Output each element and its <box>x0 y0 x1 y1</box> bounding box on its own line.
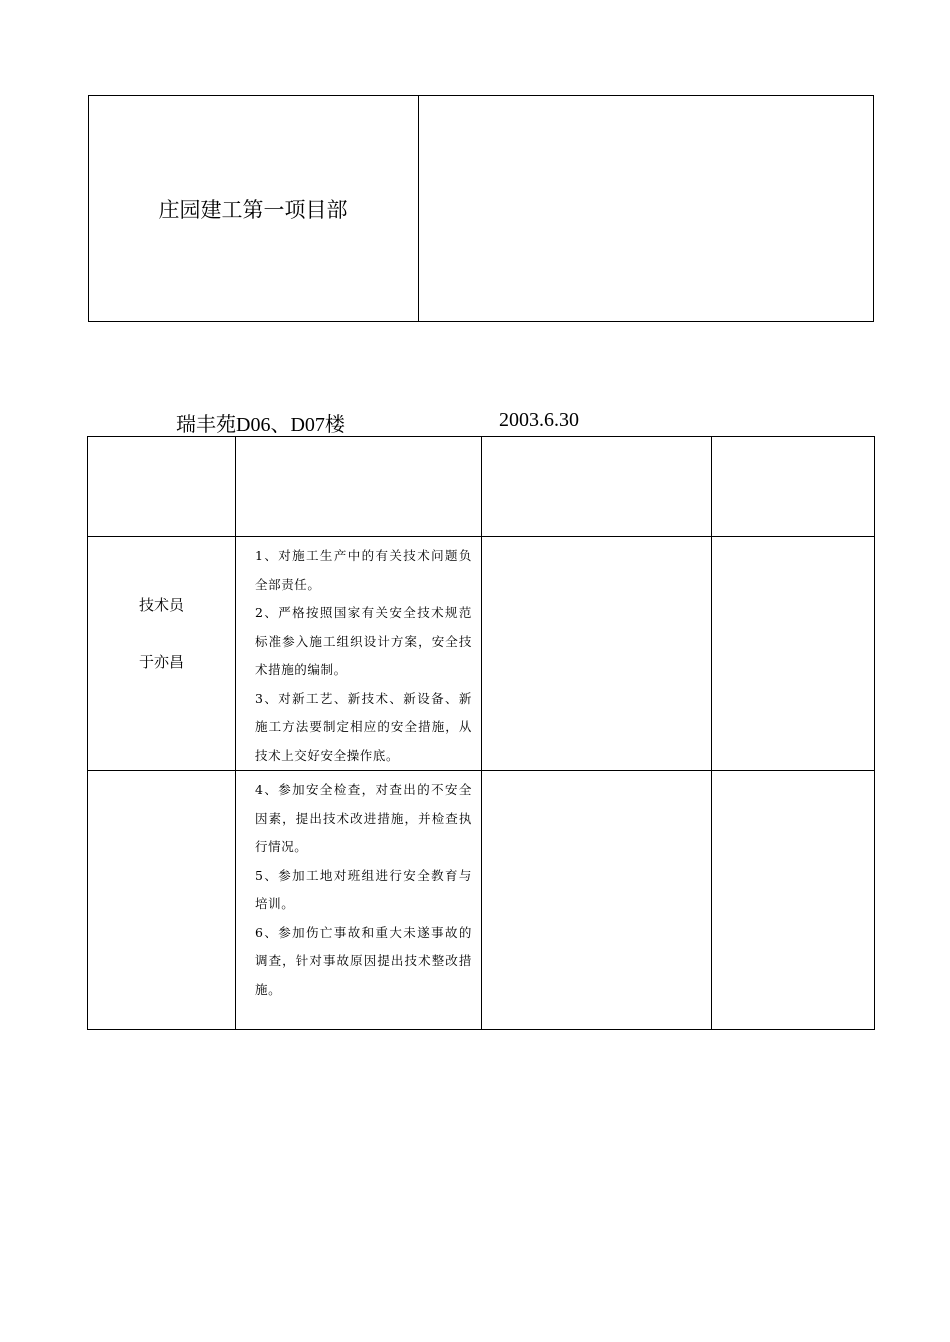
role-title: 技术员 <box>138 596 184 614</box>
empty-cell <box>712 537 875 771</box>
header-cell <box>482 437 712 537</box>
empty-cell <box>712 771 875 1030</box>
role-cell <box>88 537 236 771</box>
header-cell <box>88 437 236 537</box>
role-cell <box>88 771 236 1030</box>
duty-item: 6、参加伤亡事故和重大未遂事故的调查，针对事故原因提出技术整改措施。 <box>255 924 472 997</box>
project-caption: 瑞丰苑D06、D07楼 <box>176 414 345 436</box>
duties-cell <box>236 771 482 1030</box>
header-cell <box>236 437 482 537</box>
header-divider <box>418 95 419 322</box>
table-row <box>88 771 875 1030</box>
header-cell <box>712 437 875 537</box>
duty-item: 2、严格按照国家有关安全技术规范标准参入施工组织设计方案，安全技术措施的编制。 <box>255 605 472 677</box>
empty-cell <box>482 537 712 771</box>
duty-item: 3、对新工艺、新技术、新设备、新施工方法要制定相应的安全措施，从技术上交好安全操作底。 <box>255 690 472 763</box>
responsibility-table <box>87 436 875 1030</box>
duty-item: 5、参加工地对班组进行安全教育与培训。 <box>255 867 472 911</box>
date-caption: 2003.6.30 <box>499 409 579 431</box>
duty-item: 1、对施工生产中的有关技术问题负全部责任。 <box>255 548 472 592</box>
duty-item: 4、参加安全检查，对查出的不安全因素，提出技术改进措施，并检查执行情况。 <box>255 782 472 854</box>
empty-cell <box>482 771 712 1030</box>
company-name: 庄园建工第一项目部 <box>158 197 348 222</box>
duties-cell <box>236 537 482 771</box>
table-row <box>88 537 875 771</box>
table-header-row <box>88 437 875 537</box>
role-name: 于亦昌 <box>138 653 184 671</box>
